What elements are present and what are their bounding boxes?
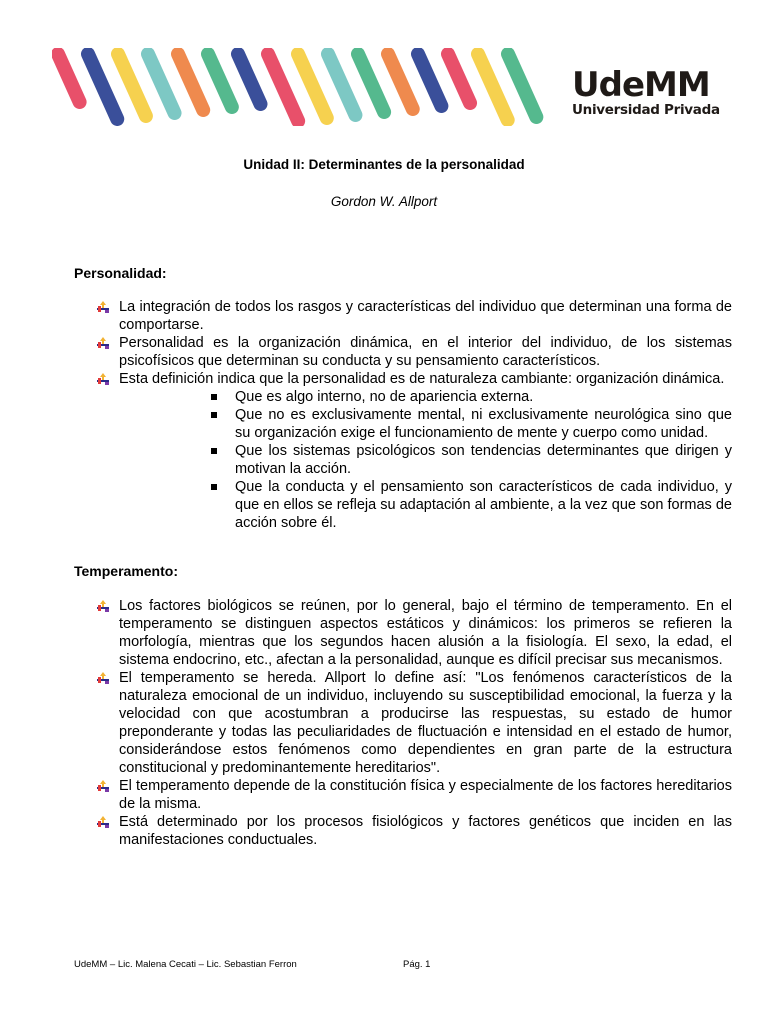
section-heading-temperamento: Temperamento:: [74, 563, 178, 579]
logo-main-text: UdeMM: [572, 65, 710, 105]
stripe: [178, 54, 203, 110]
sub-list-item-text: Que los sistemas psicológicos son tendencias determinantes que dirigen y motivan la acción.: [235, 443, 732, 477]
bullet-arrow-icon: [96, 779, 110, 793]
page-header: [0, 0, 768, 140]
bullet-arrow-icon: [96, 671, 110, 685]
list-item: [96, 597, 732, 669]
stripe: [118, 54, 146, 116]
stripe: [58, 54, 80, 102]
square-bullet-icon: [211, 394, 217, 400]
stripe: [298, 54, 327, 118]
bullet-arrow-icon: [96, 815, 110, 829]
square-bullet-icon: [211, 448, 217, 454]
list-item: [96, 813, 732, 849]
stripe: [268, 54, 298, 121]
list-item-text: Está determinado por los procesos fisiológicos y factores genéticos que inciden en las manifestaciones conductuales.: [119, 814, 732, 848]
sub-list-item: [211, 478, 732, 532]
document-title: Unidad II: Determinantes de la personalidad: [243, 157, 525, 172]
logo-sub-text: Universidad Privada: [572, 102, 720, 118]
list-item-text: Personalidad es la organización dinámica, en el interior del individuo, de los sistemas psicofísicos que determinan su conducta y su pensamiento característicos.: [119, 335, 732, 369]
list-item-text: El temperamento depende de la constitución física y especialmente de los factores hereditarios de la misma.: [119, 778, 732, 812]
sub-list-item: [211, 388, 732, 406]
udemm-logo: [572, 66, 722, 118]
bullet-arrow-icon: [96, 336, 110, 350]
sub-list-item: [211, 442, 732, 478]
sub-list-item-text: Que no es exclusivamente mental, ni exclusivamente neurológica sino que su organización exige el funcionamiento de mente y cuerpo como unidad.: [235, 407, 732, 441]
list-item-text: La integración de todos los rasgos y características del individuo que determinan una forma de comportarse.: [119, 299, 732, 333]
stripe: [238, 54, 261, 104]
stripe: [508, 54, 536, 117]
bullet-arrow-icon: [96, 300, 110, 314]
square-bullet-icon: [211, 484, 217, 490]
list-item-text: El temperamento se hereda. Allport lo define así: "Los fenómenos característicos de la naturaleza emocional de un individuo, incluyendo su susceptibilidad emocional, la fuerza y la velocidad con que acostumbran a producirse las respuestas, su estado de humor preponderante y todas las peculiaridades de fluctuación e intensidad en el estado de humor, considerándose estos fenómenos como dependientes en gran parte de la estructura constitucional y predominantemente hereditarios".: [119, 670, 732, 776]
stripe: [418, 54, 441, 106]
personalidad-sub-list: [119, 388, 732, 532]
section-heading-personalidad: Personalidad:: [74, 265, 167, 281]
document-author: Gordon W. Allport: [330, 194, 438, 209]
stripe: [478, 54, 508, 120]
list-item: [96, 334, 732, 370]
bullet-arrow-icon: [96, 372, 110, 386]
bullet-arrow-icon: [96, 599, 110, 613]
square-bullet-icon: [211, 412, 217, 418]
list-item: [96, 669, 732, 777]
list-item: [96, 777, 732, 813]
list-item: [96, 298, 732, 334]
list-item-text: Los factores biológicos se reúnen, por lo general, bajo el término de temperamento. En el temperamento se distinguen aspectos estáticos y dinámicos: los primeros se refieren la morfología, mientras que los segundos hacen alusión a la fisiología. El sexo, la edad, el sistema endocrino, etc., afectan a la personalidad, aunque es difícil precisar sus mecanismos.: [119, 598, 732, 668]
sub-list-item-text: Que la conducta y el pensamiento son característicos de cada individuo, y que en ellos se refleja su adaptación al ambiente, a la vez que son formas de acción sobre él.: [235, 479, 732, 531]
stripe: [358, 54, 384, 112]
sub-list-item-text: Que es algo interno, no de apariencia externa.: [235, 389, 534, 405]
sub-list-item: [211, 406, 732, 442]
personalidad-list: [96, 298, 732, 532]
stripe: [88, 54, 117, 119]
stripe: [448, 54, 470, 103]
footer-authors: UdeMM – Lic. Malena Cecati – Lic. Sebastian Ferron: [74, 959, 297, 970]
temperamento-list: [96, 597, 732, 849]
footer-page-number: Pág. 1: [403, 959, 431, 970]
list-item-text: Esta definición indica que la personalidad es de naturaleza cambiante: organización dinámica.: [119, 371, 725, 387]
stripe: [388, 54, 413, 109]
decorative-stripes: [52, 48, 547, 126]
stripe: [328, 54, 355, 115]
stripe: [148, 54, 175, 113]
list-item: [96, 370, 732, 532]
stripe: [208, 54, 232, 107]
